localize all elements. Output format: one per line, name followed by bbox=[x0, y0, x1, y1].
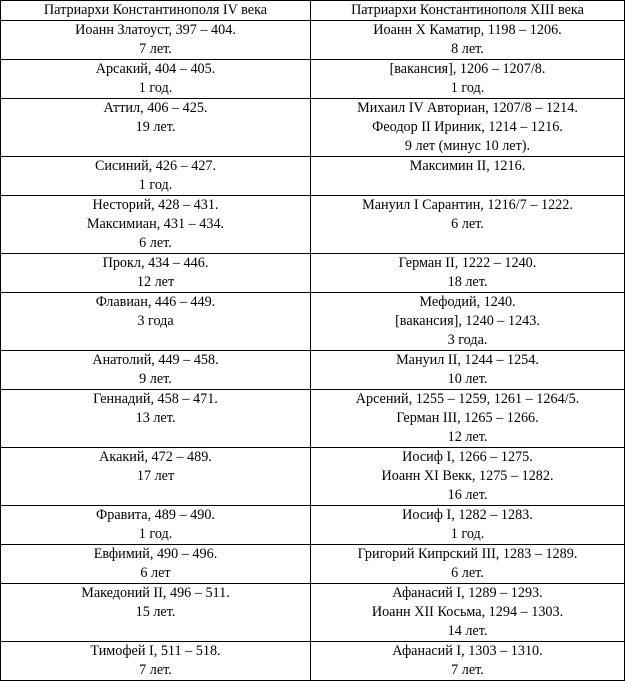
cell-xiii-century bbox=[311, 60, 625, 99]
table-row bbox=[1, 60, 625, 99]
cell-iv-century bbox=[1, 642, 311, 681]
cell-line: Иосиф I, 1282 – 1283. bbox=[402, 507, 533, 523]
cell-line: Акакий, 472 – 489. bbox=[99, 449, 212, 465]
cell-line: [вакансия], 1240 – 1243. bbox=[395, 313, 540, 329]
cell-line: Македоний II, 496 – 511. bbox=[81, 585, 230, 601]
cell-line: Евфимий, 490 – 496. bbox=[93, 546, 218, 562]
cell-iv-century bbox=[1, 60, 311, 99]
header-xiii-century: Патриархи Константинополя XIII века bbox=[311, 1, 625, 21]
cell-xiii-century bbox=[311, 254, 625, 293]
cell-line: Иоанн XI Векк, 1275 – 1282. bbox=[381, 468, 554, 484]
table-row bbox=[1, 254, 625, 293]
cell-line: 1 год. bbox=[450, 80, 485, 96]
cell-line: 6 лет bbox=[140, 565, 171, 581]
cell-xiii-century bbox=[311, 390, 625, 448]
cell-line: 7 лет. bbox=[139, 41, 172, 57]
cell-line: Афанасий I, 1289 – 1293. bbox=[392, 585, 543, 601]
cell-xiii-century bbox=[311, 99, 625, 157]
cell-iv-century bbox=[1, 545, 311, 584]
table-row bbox=[1, 642, 625, 681]
cell-iv-century bbox=[1, 293, 311, 351]
cell-line: 12 лет. bbox=[447, 429, 488, 445]
cell-line: 6 лет. bbox=[139, 235, 172, 251]
cell-xiii-century bbox=[311, 157, 625, 196]
cell-iv-century bbox=[1, 99, 311, 157]
cell-line: 17 лет bbox=[136, 468, 175, 484]
table-row bbox=[1, 448, 625, 506]
cell-line: Максимин II, 1216. bbox=[409, 158, 526, 174]
cell-line: Мануил II, 1244 – 1254. bbox=[396, 352, 539, 368]
cell-line: 6 лет. bbox=[451, 216, 484, 232]
table-row bbox=[1, 584, 625, 642]
cell-xiii-century bbox=[311, 196, 625, 254]
table-header-row bbox=[1, 1, 625, 21]
cell-line: 12 лет bbox=[136, 274, 175, 290]
cell-line: Максимиан, 431 – 434. bbox=[86, 216, 225, 232]
cell-xiii-century bbox=[311, 21, 625, 60]
cell-line: 7 лет. bbox=[139, 662, 172, 678]
cell-line: 19 лет. bbox=[135, 119, 176, 135]
cell-line: Анатолий, 449 – 458. bbox=[92, 352, 219, 368]
table-row bbox=[1, 506, 625, 545]
cell-line: Иоанн XII Косьма, 1294 – 1303. bbox=[371, 604, 564, 620]
cell-iv-century bbox=[1, 506, 311, 545]
cell-xiii-century bbox=[311, 642, 625, 681]
cell-iv-century bbox=[1, 157, 311, 196]
cell-line: Герман III, 1265 – 1266. bbox=[396, 410, 539, 426]
table-row bbox=[1, 545, 625, 584]
cell-line: 14 лет. bbox=[447, 623, 488, 639]
cell-xiii-century bbox=[311, 584, 625, 642]
cell-line: 9 лет (минус 10 лет). bbox=[404, 138, 531, 154]
cell-xiii-century bbox=[311, 351, 625, 390]
table-row bbox=[1, 21, 625, 60]
cell-line: 1 год. bbox=[450, 526, 485, 542]
cell-iv-century bbox=[1, 584, 311, 642]
cell-line: Аттил, 406 – 425. bbox=[103, 100, 208, 116]
cell-line: Несторий, 428 – 431. bbox=[92, 197, 219, 213]
cell-line: 3 года. bbox=[447, 332, 488, 348]
cell-line: 9 лет. bbox=[139, 371, 172, 387]
cell-line: Иоанн Златоуст, 397 – 404. bbox=[75, 22, 236, 38]
cell-line: 15 лет. bbox=[135, 604, 176, 620]
cell-line: Арсений, 1255 – 1259, 1261 – 1264/5. bbox=[355, 391, 580, 407]
cell-line: Мануил I Сарантин, 1216/7 – 1222. bbox=[362, 197, 573, 213]
cell-line: Иосиф I, 1266 – 1275. bbox=[402, 449, 533, 465]
cell-line: [вакансия], 1206 – 1207/8. bbox=[389, 61, 546, 77]
cell-line: Тимофей I, 511 – 518. bbox=[90, 643, 221, 659]
cell-xiii-century bbox=[311, 506, 625, 545]
cell-line: Геннадий, 458 – 471. bbox=[93, 391, 218, 407]
cell-line: Герман II, 1222 – 1240. bbox=[398, 255, 537, 271]
cell-line: 8 лет. bbox=[451, 41, 484, 57]
cell-line: Афанасий I, 1303 – 1310. bbox=[392, 643, 543, 659]
cell-line: 18 лет. bbox=[447, 274, 488, 290]
cell-line: Арсакий, 404 – 405. bbox=[95, 61, 216, 77]
cell-line: 6 лет. bbox=[451, 565, 484, 581]
cell-line: Григорий Кипрский III, 1283 – 1289. bbox=[357, 546, 578, 562]
cell-xiii-century bbox=[311, 448, 625, 506]
cell-line: 3 года bbox=[137, 313, 174, 329]
cell-line: Флавиан, 446 – 449. bbox=[95, 294, 216, 310]
cell-line: 1 год. bbox=[138, 177, 173, 193]
cell-xiii-century bbox=[311, 545, 625, 584]
cell-line: 1 год. bbox=[138, 526, 173, 542]
cell-xiii-century bbox=[311, 293, 625, 351]
cell-line: Прокл, 434 – 446. bbox=[102, 255, 209, 271]
cell-iv-century bbox=[1, 351, 311, 390]
cell-line: Сисиний, 426 – 427. bbox=[94, 158, 217, 174]
cell-line: Фравита, 489 – 490. bbox=[96, 507, 215, 523]
cell-iv-century bbox=[1, 390, 311, 448]
cell-iv-century bbox=[1, 21, 311, 60]
cell-iv-century bbox=[1, 196, 311, 254]
cell-line: Иоанн X Каматир, 1198 – 1206. bbox=[373, 22, 562, 38]
cell-line: Феодор II Ириник, 1214 – 1216. bbox=[372, 119, 563, 135]
table-row bbox=[1, 390, 625, 448]
cell-line: 1 год. bbox=[138, 80, 173, 96]
header-iv-century: Патриархи Константинополя IV века bbox=[1, 1, 311, 21]
table-row bbox=[1, 293, 625, 351]
table-row bbox=[1, 99, 625, 157]
cell-line: Мефодий, 1240. bbox=[419, 294, 516, 310]
cell-line: 10 лет. bbox=[447, 371, 488, 387]
cell-iv-century bbox=[1, 448, 311, 506]
table-row bbox=[1, 351, 625, 390]
table-row bbox=[1, 157, 625, 196]
cell-line: Михаил IV Авториан, 1207/8 – 1214. bbox=[357, 100, 578, 116]
table-row bbox=[1, 196, 625, 254]
cell-line: 13 лет. bbox=[135, 410, 176, 426]
cell-line: 16 лет. bbox=[447, 487, 488, 503]
cell-iv-century bbox=[1, 254, 311, 293]
cell-line: 7 лет. bbox=[451, 662, 484, 678]
